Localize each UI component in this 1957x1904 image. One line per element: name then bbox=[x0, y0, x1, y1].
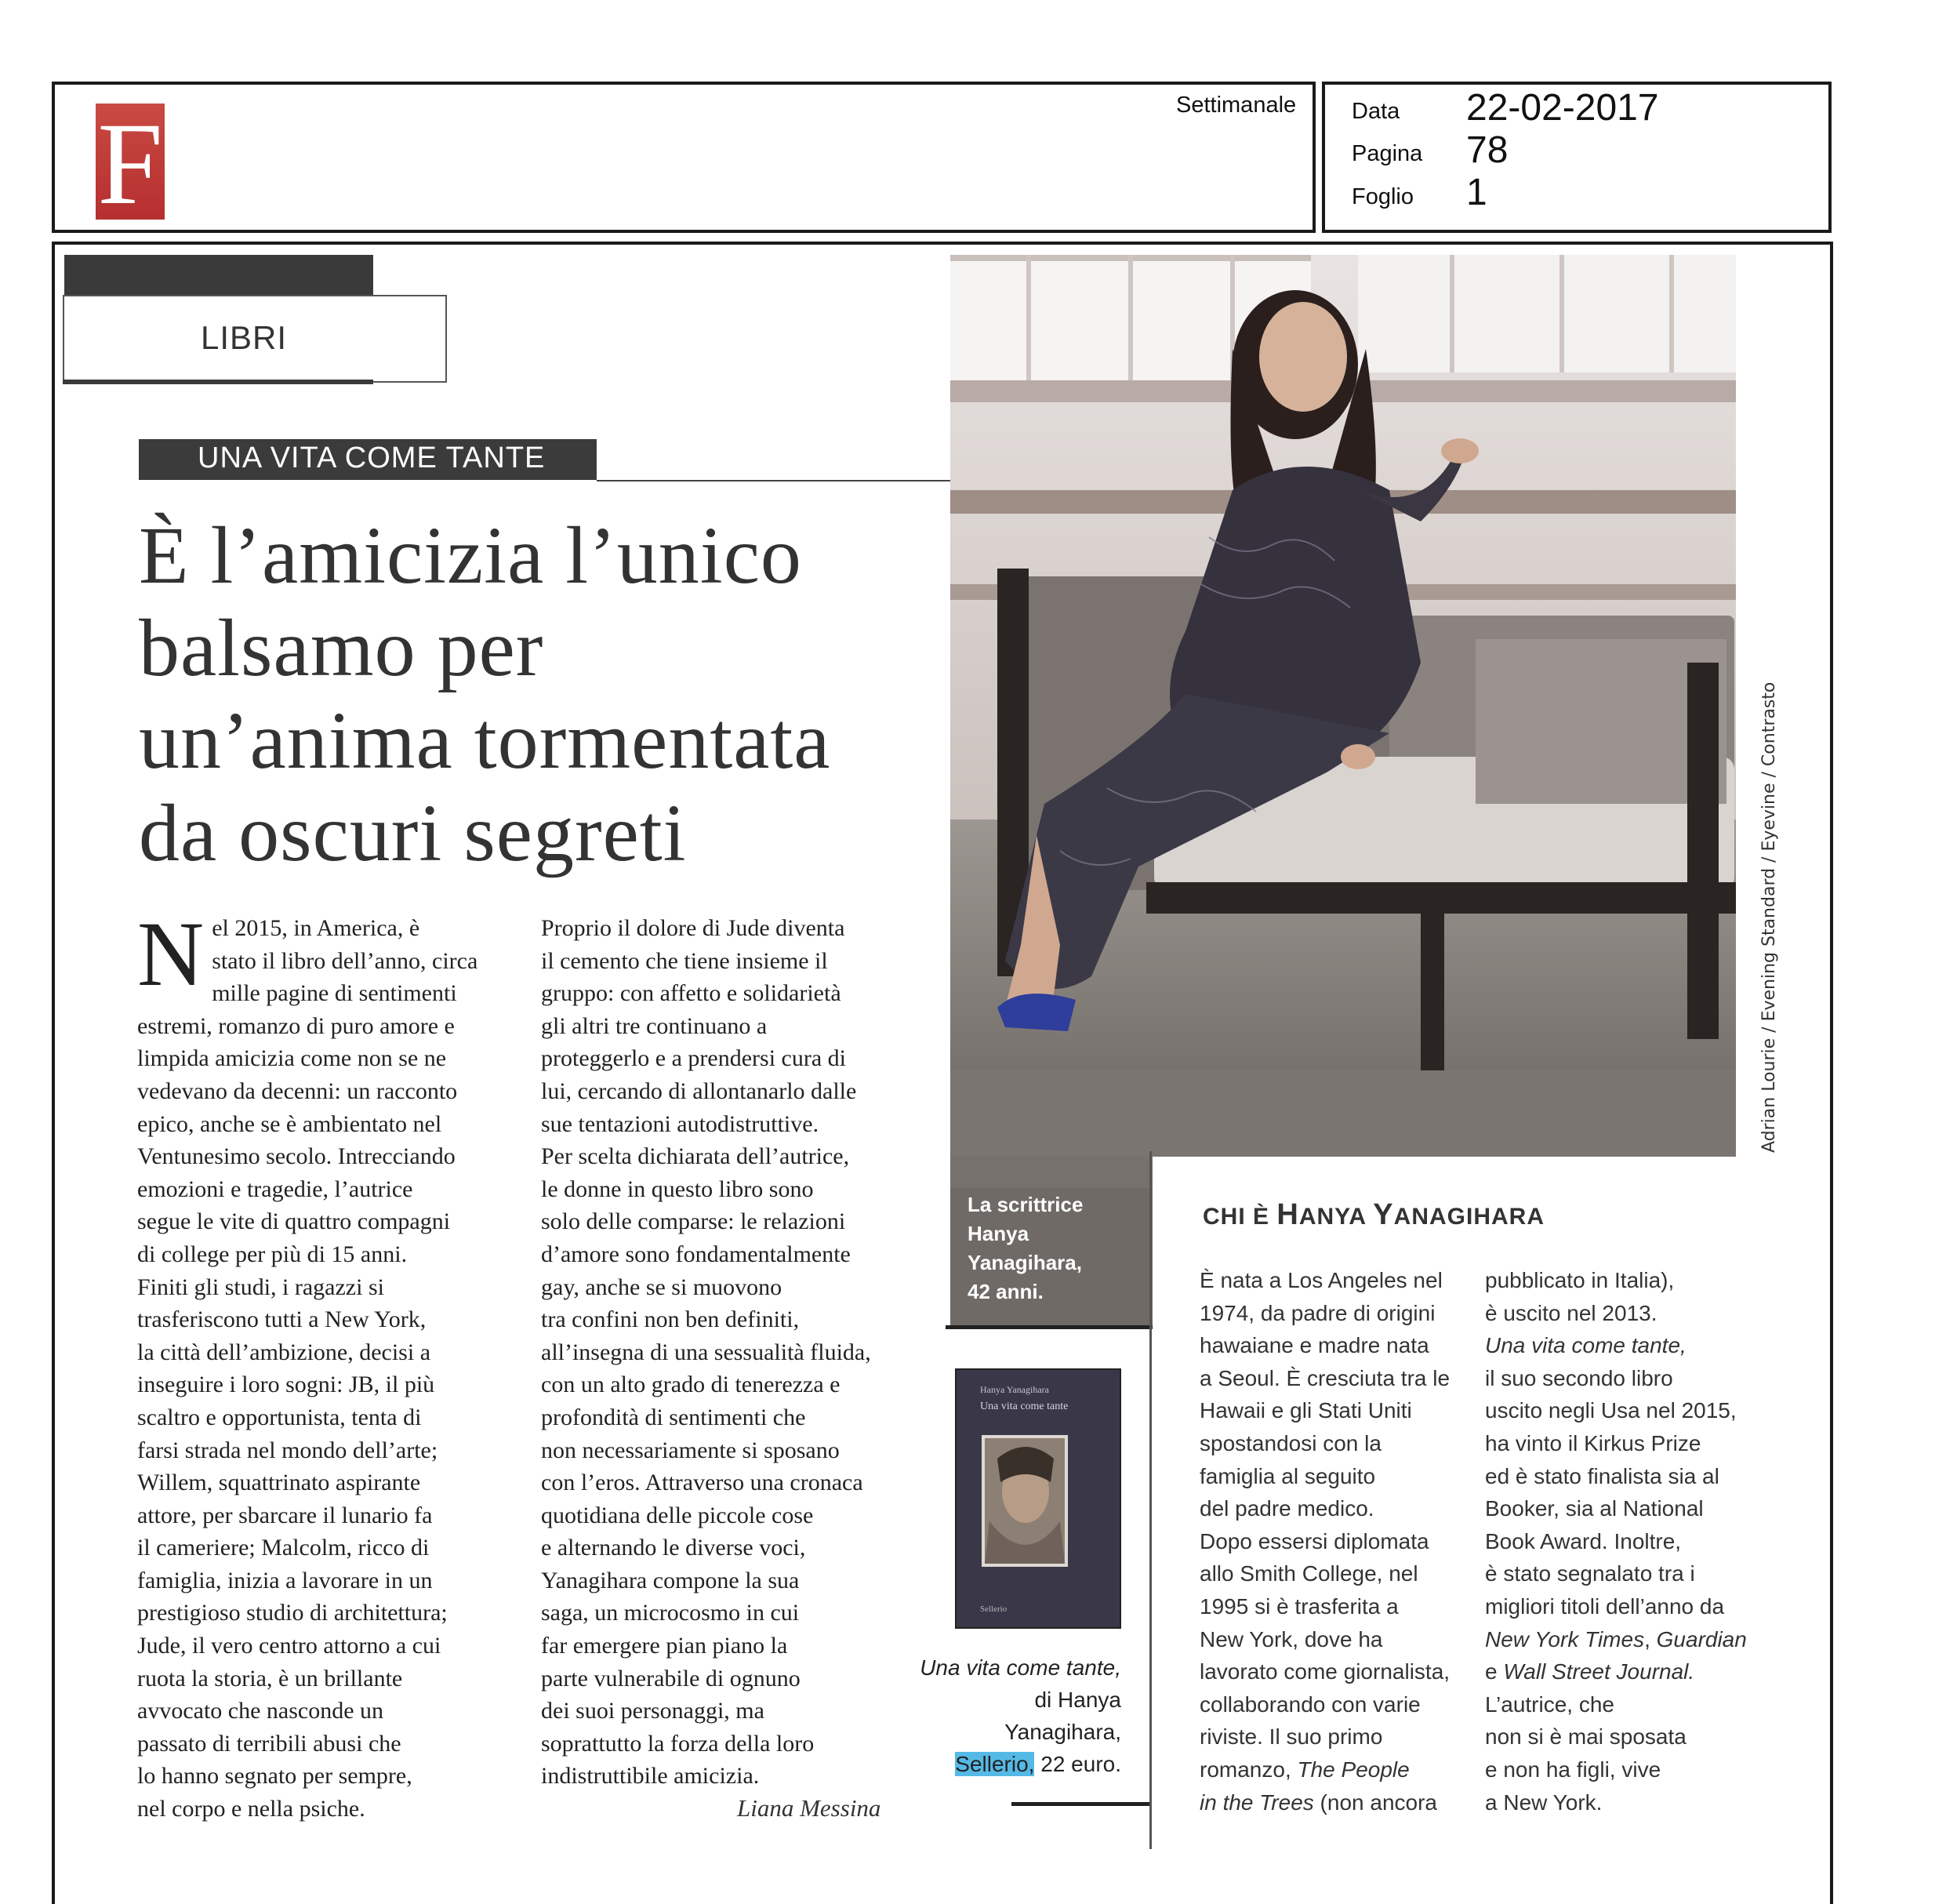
pagina-value: 78 bbox=[1466, 129, 1509, 171]
publisher-highlight: Sellerio, bbox=[955, 1752, 1035, 1776]
body-line: indistruttibile amicizia. bbox=[541, 1763, 760, 1790]
body-line: saga, un microcosmo in cui bbox=[541, 1600, 800, 1626]
body-line: trasferiscono tutti a New York, bbox=[137, 1306, 427, 1333]
drop-cap: N bbox=[137, 903, 205, 1005]
body-line: Proprio il dolore di Jude diventa bbox=[541, 915, 845, 941]
sidebar-line: allo Smith College, nel bbox=[1200, 1561, 1418, 1586]
photo-bottom-rule bbox=[946, 1325, 1153, 1329]
sidebar-line: migliori titoli dell’anno da bbox=[1485, 1593, 1725, 1619]
photo-caption-line: Hanya bbox=[968, 1222, 1029, 1245]
sidebar-line: famiglia al seguito bbox=[1200, 1463, 1376, 1488]
sidebar-line: hawaiane e madre nata bbox=[1200, 1333, 1429, 1358]
sidebar-line: lavorato come giornalista, bbox=[1200, 1659, 1451, 1684]
body-column-1-lines bbox=[137, 903, 514, 1826]
sidebar-title-part: ANYA bbox=[1298, 1204, 1374, 1230]
book-caption-line: Yanagihara, bbox=[1004, 1720, 1121, 1744]
body-line: prestigioso studio di architettura; bbox=[137, 1600, 448, 1626]
sidebar-line: è stato segnalato tra i bbox=[1485, 1561, 1695, 1586]
body-line: il cameriere; Malcolm, ricco di bbox=[137, 1535, 430, 1561]
book-cover-publisher: Sellerio bbox=[980, 1604, 1008, 1614]
body-line: gli altri tre continuano a bbox=[541, 1012, 768, 1039]
headline-line: È l’amicizia l’unico bbox=[139, 511, 802, 601]
photo-caption-line: La scrittrice bbox=[968, 1193, 1084, 1216]
sidebar-line: riviste. Il suo primo bbox=[1200, 1724, 1383, 1750]
body-line: gay, anche se si muovono bbox=[541, 1274, 782, 1300]
book-cover-portrait bbox=[982, 1435, 1068, 1567]
sidebar-line: Dopo essersi diplomata bbox=[1200, 1528, 1429, 1553]
body-line: Per scelta dichiarata dell’autrice, bbox=[541, 1143, 850, 1170]
body-line: Ventunesimo secolo. Intrecciando bbox=[137, 1143, 456, 1170]
sidebar-publication: Wall Street Journal. bbox=[1503, 1659, 1695, 1684]
body-line: avvocato che nasconde un bbox=[137, 1698, 384, 1724]
book-cover-author: Hanya Yanagihara bbox=[980, 1384, 1049, 1395]
sidebar-line: del padre medico. bbox=[1200, 1496, 1374, 1521]
sidebar-book-title: in the Trees bbox=[1200, 1790, 1314, 1815]
body-line: mille pagine di sentimenti bbox=[212, 980, 457, 1007]
kicker: UNA VITA COME TANTE bbox=[198, 441, 546, 474]
sidebar-book-title: The People bbox=[1297, 1757, 1410, 1782]
body-line: parte vulnerabile di ognuno bbox=[541, 1665, 801, 1691]
body-line: soprattutto la forza della loro bbox=[541, 1730, 815, 1757]
sidebar-line: a Seoul. È cresciuta tra le bbox=[1200, 1365, 1451, 1390]
sidebar-line: È nata a Los Angeles nel bbox=[1200, 1268, 1443, 1292]
book-bottom-rule bbox=[1011, 1802, 1149, 1806]
data-value: 22-02-2017 bbox=[1466, 87, 1659, 129]
body-line: vedevano da decenni: un racconto bbox=[137, 1077, 458, 1104]
sidebar-publication: New York Times bbox=[1485, 1626, 1645, 1651]
body-line: tra confini non ben definiti, bbox=[541, 1306, 800, 1333]
data-label: Data bbox=[1352, 99, 1400, 124]
sidebar-line: collaborando con varie bbox=[1200, 1691, 1421, 1717]
sidebar-title-part: Y bbox=[1373, 1198, 1394, 1231]
body-line: di college per più di 15 anni. bbox=[137, 1241, 408, 1267]
sidebar-line: pubblicato in Italia), bbox=[1485, 1268, 1675, 1292]
body-column-1 bbox=[137, 903, 514, 1826]
book-caption-title: Una vita come tante, bbox=[920, 1655, 1121, 1680]
body-line: non necessariamente si sposano bbox=[541, 1437, 840, 1463]
sidebar-text: romanzo, bbox=[1200, 1757, 1298, 1782]
body-line: stato il libro dell’anno, circa bbox=[212, 947, 478, 974]
book-caption bbox=[902, 1651, 1121, 1780]
sidebar-line: 1995 si è trasferita a bbox=[1200, 1593, 1399, 1619]
body-line: Willem, squattrinato aspirante bbox=[137, 1470, 421, 1496]
sidebar-title-part: CHI È bbox=[1203, 1204, 1277, 1230]
body-line: emozioni e tragedie, l’autrice bbox=[137, 1175, 413, 1202]
sidebar-line: New York, dove ha bbox=[1200, 1626, 1383, 1651]
photo-caption-line: Yanagihara, bbox=[968, 1251, 1082, 1274]
body-line: nel corpo e nella psiche. bbox=[137, 1796, 365, 1822]
body-line: passato di terribili abusi che bbox=[137, 1730, 401, 1757]
sidebar-column-2-lines bbox=[1485, 1362, 1767, 1623]
sidebar-title-part: ANAGIHARA bbox=[1393, 1204, 1545, 1230]
sidebar-title bbox=[1203, 1198, 1545, 1232]
book-portrait-illustration bbox=[982, 1435, 1068, 1567]
body-line: profondità di sentimenti che bbox=[541, 1404, 806, 1430]
sidebar-line: non si è mai sposata bbox=[1485, 1724, 1687, 1750]
pagina-label: Pagina bbox=[1352, 141, 1423, 166]
sidebar-line: uscito negli Usa nel 2015, bbox=[1485, 1398, 1737, 1423]
body-line: Finiti gli studi, i ragazzi si bbox=[137, 1274, 384, 1300]
body-line: limpida amicizia come non se ne bbox=[137, 1045, 447, 1072]
sidebar-line: il suo secondo libro bbox=[1485, 1365, 1673, 1390]
body-line: attore, per sbarcare il lunario fa bbox=[137, 1502, 433, 1528]
sidebar-line: L’autrice, che bbox=[1485, 1691, 1614, 1717]
body-line: lui, cercando di allontanarlo dalle bbox=[541, 1077, 857, 1104]
body-column-2-lines bbox=[541, 912, 917, 1793]
kicker-rule bbox=[597, 480, 953, 481]
book-cover-title: Una vita come tante bbox=[980, 1401, 1069, 1412]
sidebar-publication: Guardian bbox=[1656, 1626, 1747, 1651]
sidebar-line: è uscito nel 2013. bbox=[1485, 1300, 1657, 1325]
sidebar-line: a New York. bbox=[1485, 1790, 1603, 1815]
headline-line: un’anima tormentata bbox=[139, 696, 831, 786]
body-line: quotidiana delle piccole cose bbox=[541, 1502, 814, 1528]
headline-line: da oscuri segreti bbox=[139, 788, 687, 878]
body-line: con l’eros. Attraverso una cronaca bbox=[541, 1470, 863, 1496]
body-line: e alternando le diverse voci, bbox=[541, 1535, 806, 1561]
sidebar-line: ha vinto il Kirkus Prize bbox=[1485, 1430, 1701, 1455]
body-line: farsi strada nel mondo dell’arte; bbox=[137, 1437, 438, 1463]
photo-credit: Adrian Lourie / Evening Standard / Eyevine / Contrasto bbox=[1759, 681, 1779, 1153]
sidebar-line: e non ha figli, vive bbox=[1485, 1757, 1661, 1782]
sidebar-text: , bbox=[1644, 1626, 1657, 1651]
body-line: segue le vite di quattro compagni bbox=[137, 1208, 451, 1235]
section-tab-bar bbox=[64, 255, 373, 296]
photo-caption bbox=[968, 1190, 1083, 1306]
headline bbox=[139, 510, 939, 880]
sidebar-divider bbox=[1149, 1151, 1152, 1849]
body-line: Jude, il vero centro attorno a cui bbox=[137, 1633, 441, 1659]
sidebar-column-2-lines-end bbox=[1485, 1688, 1767, 1819]
body-line: le donne in questo libro sono bbox=[541, 1175, 814, 1202]
headline-line: balsamo per bbox=[139, 603, 544, 693]
sidebar-column-1-lines bbox=[1200, 1264, 1482, 1753]
book-caption-price: 22 euro. bbox=[1034, 1752, 1121, 1776]
author-photo bbox=[950, 255, 1736, 1157]
sidebar-line bbox=[1485, 1655, 1767, 1688]
photo-caption-line: 42 anni. bbox=[968, 1280, 1044, 1303]
sidebar-text: (non ancora bbox=[1313, 1790, 1437, 1815]
body-line: proteggerlo e a prendersi cura di bbox=[541, 1045, 846, 1072]
book-caption-line: di Hanya bbox=[1034, 1688, 1121, 1712]
sidebar-line: ed è stato finalista sia al bbox=[1485, 1463, 1719, 1488]
sidebar-column-2 bbox=[1485, 1264, 1767, 1819]
body-line: lo hanno segnato per sempre, bbox=[137, 1763, 412, 1790]
body-line: scaltro e opportunista, tenta di bbox=[137, 1404, 422, 1430]
sidebar-line: Booker, sia al National bbox=[1485, 1496, 1704, 1521]
foglio-value: 1 bbox=[1466, 172, 1487, 213]
body-line: all’insegna di una sessualità fluida, bbox=[541, 1339, 871, 1365]
body-line: estremi, romanzo di puro amore e bbox=[137, 1012, 455, 1039]
foglio-label: Foglio bbox=[1352, 184, 1414, 209]
sidebar-line: Book Award. Inoltre, bbox=[1485, 1528, 1682, 1553]
body-line: la città dell’ambizione, decisi a bbox=[137, 1339, 431, 1365]
sidebar-text: e bbox=[1485, 1659, 1504, 1684]
body-line: ruota la storia, è un brillante bbox=[137, 1665, 403, 1691]
sidebar-line bbox=[1200, 1753, 1482, 1786]
body-column-2 bbox=[541, 912, 917, 1793]
sidebar-line: Hawaii e gli Stati Uniti bbox=[1200, 1398, 1412, 1423]
body-line: solo delle comparse: le relazioni bbox=[541, 1208, 846, 1235]
header-left-box bbox=[52, 82, 1316, 233]
sidebar-column-1 bbox=[1200, 1264, 1482, 1819]
body-line: epico, anche se è ambientato nel bbox=[137, 1110, 442, 1137]
section-label: LIBRI bbox=[201, 319, 288, 356]
sidebar-line bbox=[1200, 1786, 1482, 1819]
sidebar-line bbox=[1485, 1623, 1767, 1656]
sidebar-title-part: H bbox=[1276, 1198, 1299, 1231]
logo-letter: F bbox=[97, 99, 163, 229]
body-line: famiglia, inizia a lavorare in un bbox=[137, 1567, 433, 1593]
author-photo-illustration bbox=[950, 255, 1736, 1157]
body-line: sue tentazioni autodistruttive. bbox=[541, 1110, 819, 1137]
sidebar-line: spostandosi con la bbox=[1200, 1430, 1382, 1455]
body-line: Yanagihara compone la sua bbox=[541, 1567, 800, 1593]
section-tab-underline bbox=[63, 380, 373, 384]
magazine-logo bbox=[96, 99, 165, 229]
body-line: el 2015, in America, è bbox=[212, 915, 420, 941]
periodicity: Settimanale bbox=[1176, 93, 1297, 118]
body-line: il cemento che tiene insieme il bbox=[541, 947, 828, 974]
body-line: far emergere pian piano la bbox=[541, 1633, 788, 1659]
sidebar-book-title: Una vita come tante, bbox=[1485, 1333, 1687, 1358]
sidebar-line: 1974, da padre di origini bbox=[1200, 1300, 1436, 1325]
book-caption-line bbox=[902, 1748, 1121, 1780]
body-line: dei suoi personaggi, ma bbox=[541, 1698, 764, 1724]
byline: Liana Messina bbox=[737, 1794, 881, 1822]
body-line: con un alto grado di tenerezza e bbox=[541, 1372, 841, 1398]
body-line: inseguire i loro sogni: JB, il più bbox=[137, 1372, 435, 1398]
body-line: d’amore sono fondamentalmente bbox=[541, 1241, 851, 1267]
body-line: gruppo: con affetto e solidarietà bbox=[541, 980, 841, 1007]
